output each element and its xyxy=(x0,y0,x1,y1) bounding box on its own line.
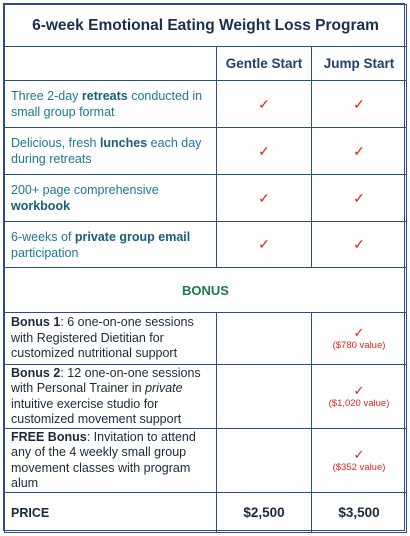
feature-highlight: retreats xyxy=(81,89,128,103)
feature-text: 6-weeks of xyxy=(11,229,75,244)
price-gentle-start: $2,500 xyxy=(217,493,312,533)
bonus-value-cell xyxy=(312,365,407,429)
feature-text: Three 2-day xyxy=(11,89,82,103)
table-row xyxy=(5,222,407,268)
bonus-label: Bonus 1 xyxy=(11,315,61,330)
bonus-text: : 12 one-on-one sessions with Personal Trainer in xyxy=(11,365,201,395)
bonus-emphasis: private xyxy=(145,381,183,395)
table-row xyxy=(5,429,407,493)
feature-text: Delicious, fresh xyxy=(11,136,100,150)
feature-highlight: lunches xyxy=(99,136,148,150)
program-comparison-table xyxy=(3,3,405,531)
table-row xyxy=(5,365,407,429)
check-icon: ✓ xyxy=(353,382,365,398)
empty-cell xyxy=(217,313,312,365)
check-icon: ✓ xyxy=(353,95,365,112)
feature-text: 200+ page comprehensive xyxy=(11,183,159,197)
bonus-value: ($352 value) xyxy=(332,461,386,473)
feature-highlight: workbook xyxy=(11,199,71,213)
column-header-jump-start: Jump Start xyxy=(312,47,407,81)
table-row xyxy=(5,313,407,365)
page-title: 6-week Emotional Eating Weight Loss Program xyxy=(5,5,407,47)
bonus-text: intuitive exercise studio for customized movement support xyxy=(11,396,182,426)
check-icon: ✓ xyxy=(258,142,270,159)
bonus-value-cell xyxy=(312,313,407,365)
empty-cell xyxy=(217,429,312,493)
bonus-value-cell xyxy=(312,429,407,493)
table-row xyxy=(5,175,407,222)
bonus-2-description xyxy=(5,365,217,429)
table-row xyxy=(5,81,407,128)
feature-text: each day during retreats xyxy=(11,136,202,166)
empty-cell xyxy=(217,365,312,429)
check-icon: ✓ xyxy=(353,142,365,159)
feature-text: conducted in small group format xyxy=(11,89,203,119)
check-icon: ✓ xyxy=(353,189,365,206)
check-icon: ✓ xyxy=(258,236,270,252)
feature-lunches xyxy=(5,128,217,175)
bonus-label: FREE Bonus xyxy=(11,429,87,444)
feature-retreats xyxy=(5,81,217,128)
feature-highlight: private group email xyxy=(74,229,191,244)
bonus-text: : 6 one-on-one sessions with Registered Dietitian for customized nutritional support xyxy=(11,315,194,361)
bonus-value: ($1,020 value) xyxy=(328,397,390,409)
price-label: PRICE xyxy=(5,493,217,533)
check-icon: ✓ xyxy=(258,189,270,206)
table-row xyxy=(5,128,407,175)
price-jump-start: $3,500 xyxy=(312,493,407,533)
column-header-gentle-start: Gentle Start xyxy=(217,47,312,81)
bonus-1-description xyxy=(5,313,217,365)
check-icon: ✓ xyxy=(258,95,270,112)
check-icon: ✓ xyxy=(353,236,365,252)
table-row xyxy=(5,493,407,533)
free-bonus-description xyxy=(5,429,217,493)
check-icon: ✓ xyxy=(353,446,365,462)
bonus-label: Bonus 2 xyxy=(11,365,61,380)
check-icon: ✓ xyxy=(353,324,365,340)
feature-text: participation xyxy=(11,245,79,260)
bonus-value: ($780 value) xyxy=(332,339,386,351)
bonus-text: : Invitation to attend any of the 4 weekly small group movement classes with program alum xyxy=(11,429,196,490)
bonus-heading: BONUS xyxy=(5,268,407,313)
feature-workbook xyxy=(5,175,217,222)
feature-private-group-email xyxy=(5,222,217,268)
header-blank-cell xyxy=(5,47,217,81)
